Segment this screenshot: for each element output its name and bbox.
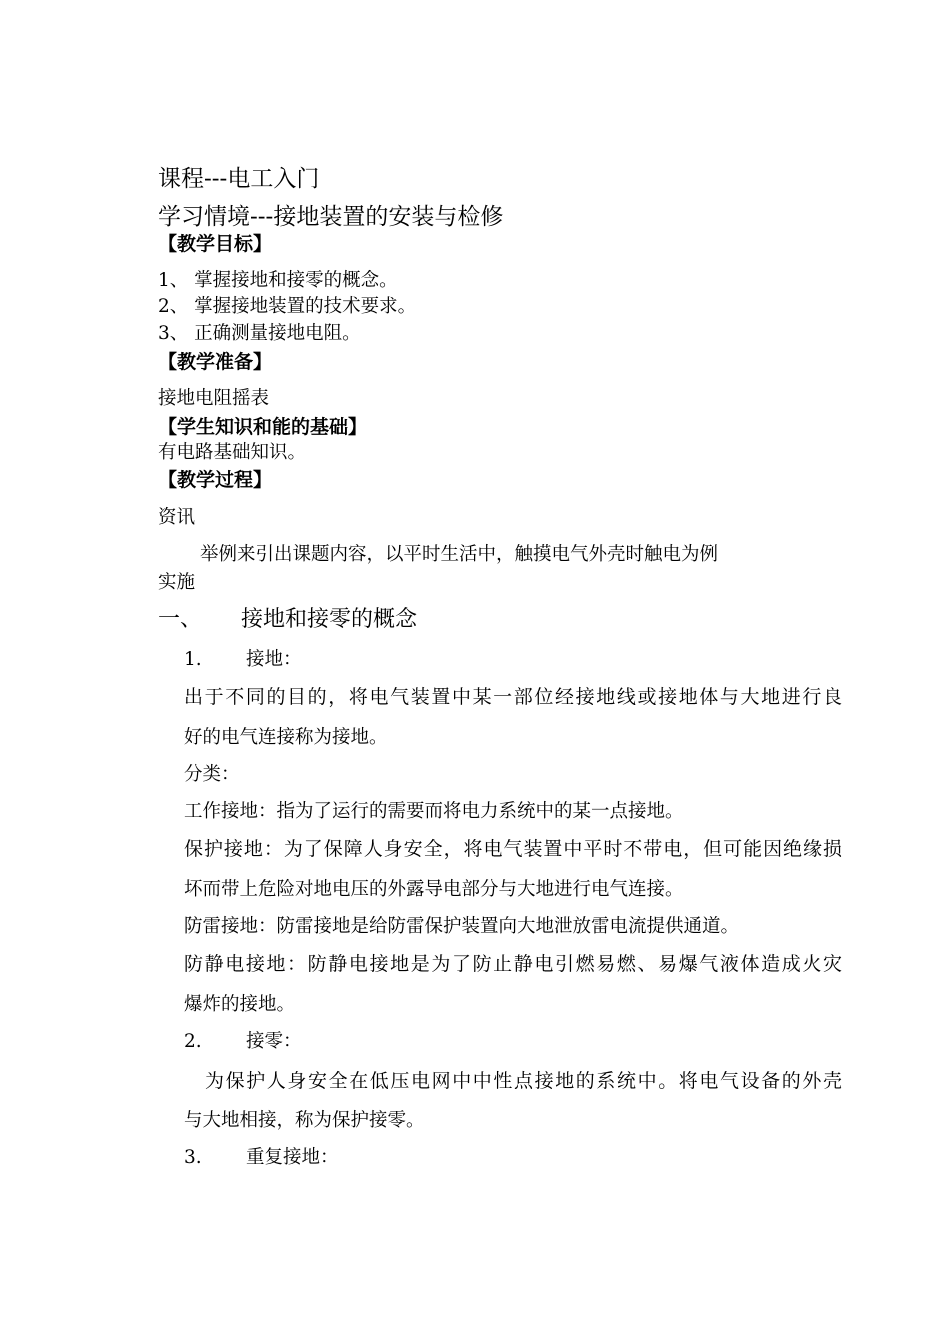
goal-item: 2、 掌握接地装置的技术要求。	[158, 296, 417, 317]
grounding-definition-line: 好的电气连接称为接地。	[184, 727, 388, 748]
course-title: 课程---电工入门	[158, 166, 320, 192]
item-number: 3.	[184, 1147, 202, 1168]
process-heading: 【教学过程】	[158, 469, 273, 491]
antistatic-grounding-line: 防静电接地：防静电接地是为了防止静电引燃易燃、易爆气液体造成火灾	[184, 953, 842, 975]
info-label: 资讯	[158, 507, 196, 528]
protective-grounding-line: 坏而带上危险对地电压的外露导电部分与大地进行电气连接。	[184, 879, 684, 900]
lightning-grounding-text: 防雷接地：防雷接地是给防雷保护装置向大地泄放雷电流提供通道。	[184, 916, 740, 937]
item-title: 重复接地：	[246, 1147, 339, 1168]
work-grounding-text: 工作接地：指为了运行的需要而将电力系统中的某一点接地。	[184, 801, 684, 822]
intro-text: 举例来引出课题内容，以平时生活中，触摸电气外壳时触电为例	[200, 544, 719, 565]
grounding-definition-line: 出于不同的目的，将电气装置中某一部位经接地线或接地体与大地进行良	[184, 686, 842, 708]
prep-text: 接地电阻摇表	[158, 388, 270, 409]
item-title: 接地：	[246, 649, 302, 670]
section-number: 一、	[158, 607, 203, 632]
classification-label: 分类：	[184, 764, 240, 785]
item-title: 接零：	[246, 1031, 302, 1052]
base-heading: 【学生知识和能的基础】	[158, 416, 368, 438]
neutral-connection-line: 为保护人身安全在低压电网中中性点接地的系统中。将电气设备的外壳	[205, 1070, 842, 1092]
prep-heading: 【教学准备】	[158, 351, 273, 373]
item-number: 2.	[184, 1031, 202, 1052]
item-number: 1.	[184, 649, 202, 670]
item-heading	[184, 651, 302, 670]
goals-heading: 【教学目标】	[158, 233, 273, 255]
antistatic-grounding-line: 爆炸的接地。	[184, 994, 296, 1015]
goal-item: 1、 掌握接地和接零的概念。	[158, 270, 398, 291]
item-heading	[184, 1033, 302, 1052]
section-title: 接地和接零的概念	[241, 607, 418, 632]
impl-label: 实施	[158, 572, 196, 593]
section-heading	[158, 609, 417, 631]
base-text: 有电路基础知识。	[158, 442, 307, 463]
neutral-connection-line: 与大地相接，称为保护接零。	[184, 1110, 425, 1131]
situation-title: 学习情境---接地装置的安装与检修	[158, 204, 504, 230]
protective-grounding-line: 保护接地：为了保障人身安全，将电气装置中平时不带电，但可能因绝缘损	[184, 838, 842, 860]
goal-item: 3、 正确测量接地电阻。	[158, 323, 361, 344]
item-heading	[184, 1149, 339, 1168]
